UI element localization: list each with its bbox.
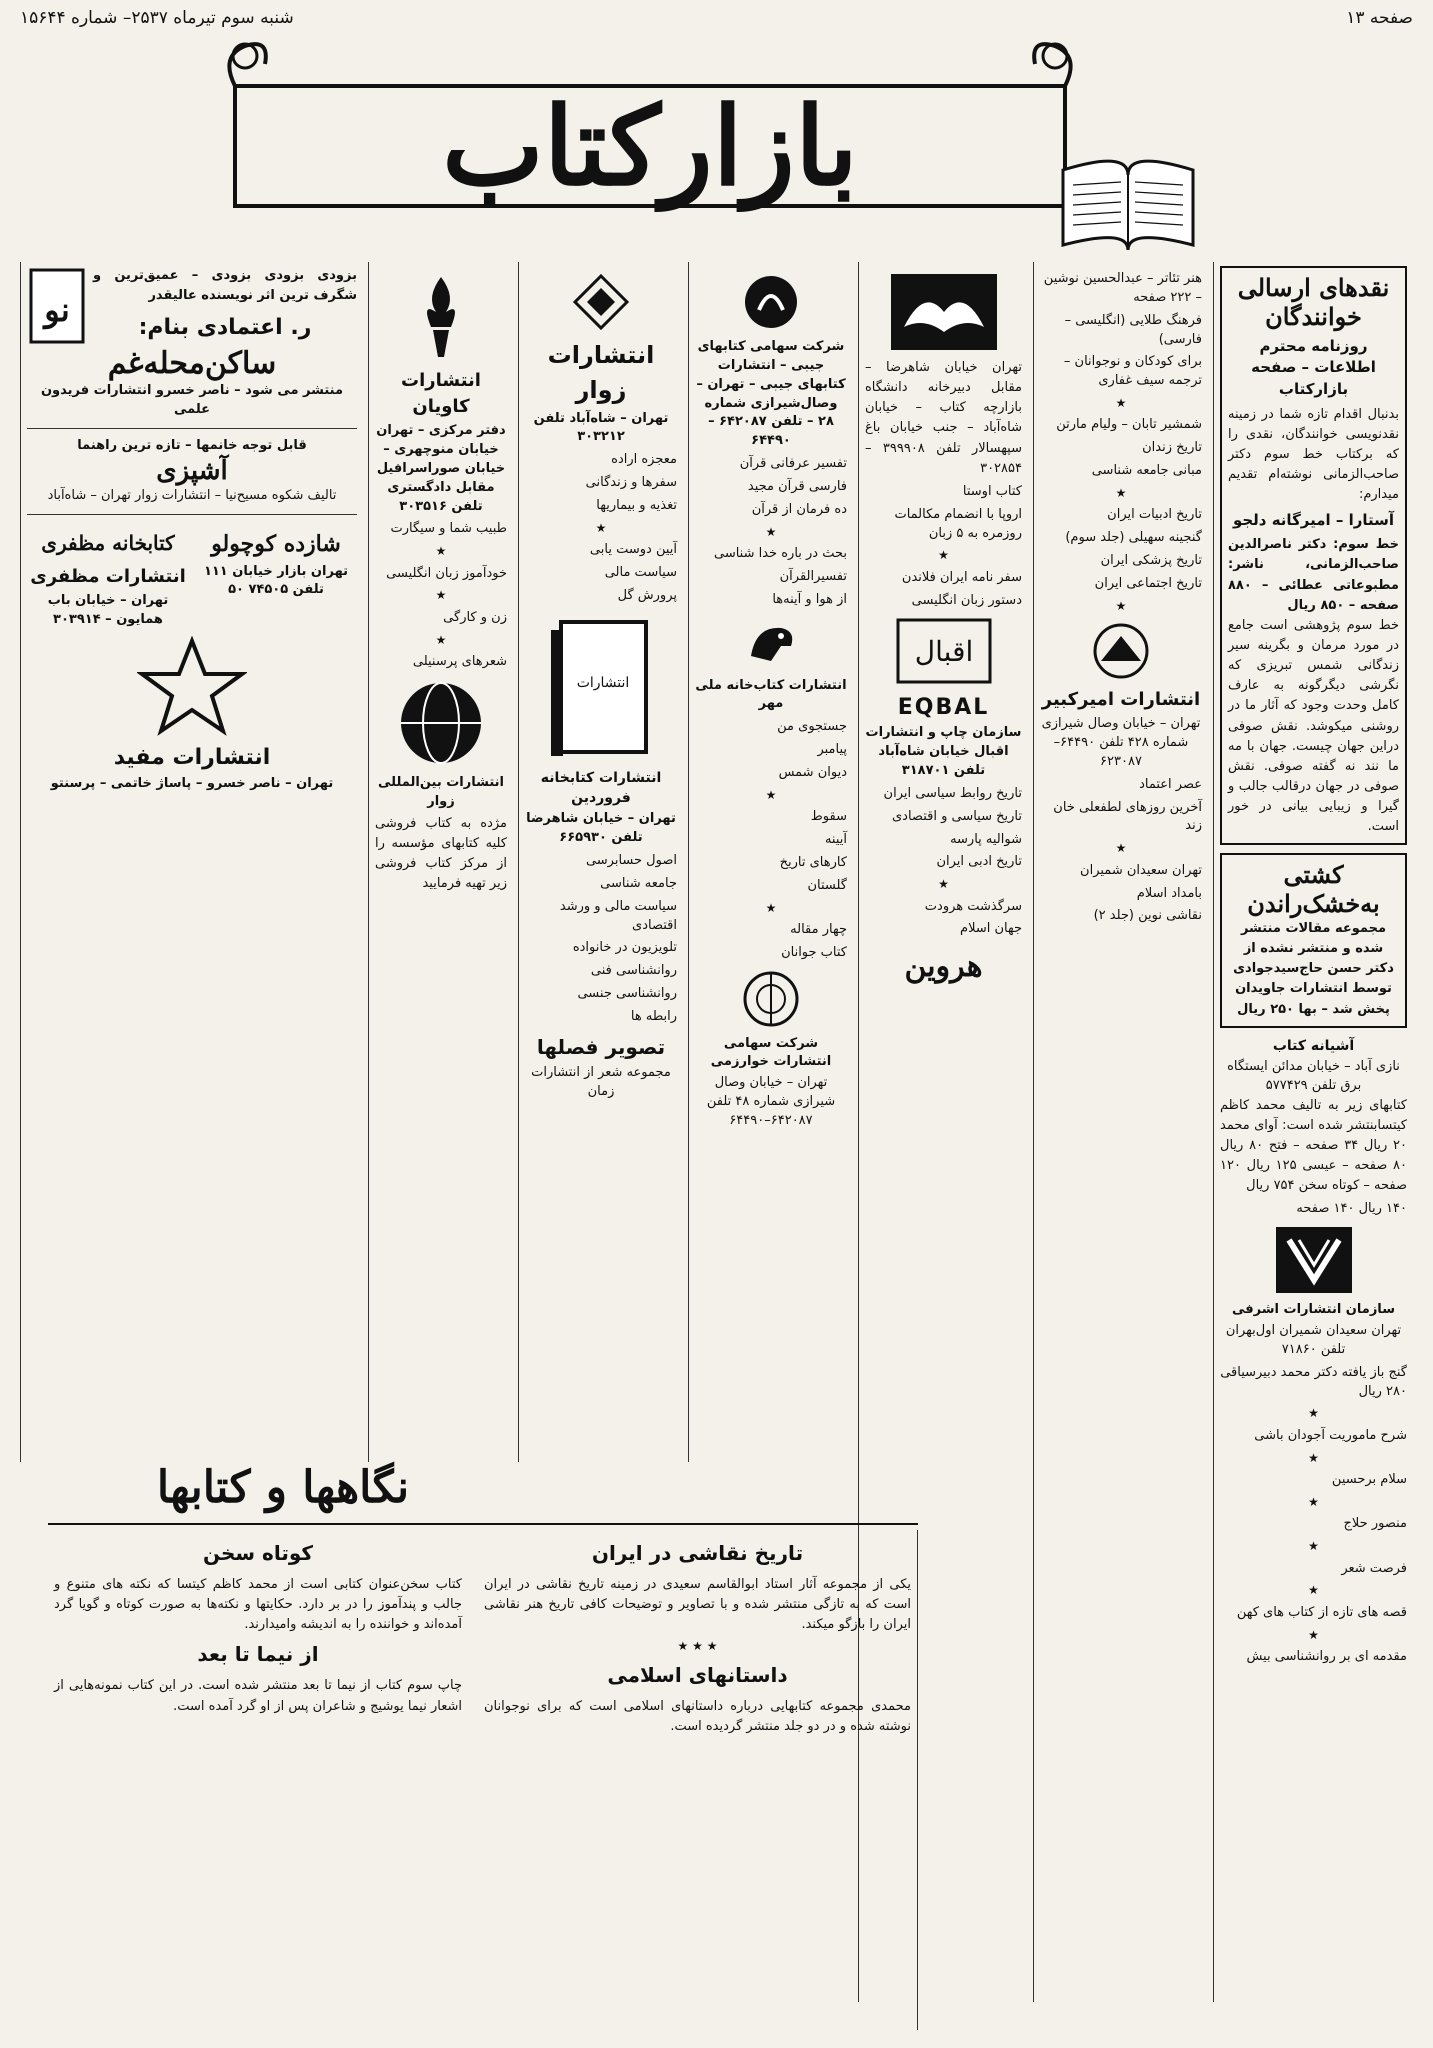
author-name: ر. اعتمادی بنام: bbox=[138, 315, 312, 341]
list-item: تاریخ اجتماعی ایران bbox=[1094, 575, 1202, 591]
star-icon: ★ bbox=[1308, 1627, 1319, 1642]
list-item: بامداد اسلام bbox=[1136, 885, 1202, 901]
star-icon: ★ bbox=[595, 520, 607, 535]
column-jibi bbox=[688, 262, 853, 1462]
list-item: سفر نامه ایران فلاندن bbox=[901, 569, 1022, 585]
list-item: آیین دوست یابی bbox=[589, 542, 677, 558]
keshti-title: کشتی به‌خشک‌راندن bbox=[1247, 860, 1380, 919]
list-item: تاریخ ادبیات ایران bbox=[1107, 507, 1202, 523]
kharazmi-logo-icon bbox=[741, 969, 801, 1029]
star-icon: ★ bbox=[765, 900, 777, 915]
list-item: کارهای تاریخ bbox=[779, 854, 847, 870]
list-item: سیاست مالی و ورشد اقتصادی bbox=[559, 898, 677, 933]
zavvar-address: تهران – شاه‌آباد تلفن ۳۰۳۲۱۲ bbox=[533, 410, 669, 445]
koochoolo-address: تهران بازار خیابان ۱۱۱ تلفن ۷۴۵۰۵ ۵۰ bbox=[203, 563, 349, 598]
mozaffari-address: تهران – خیابان باب همایون – ۳۰۳۹۱۴ bbox=[47, 592, 169, 627]
list-item: طبیب شما و سیگارت bbox=[390, 521, 507, 537]
list-item: از هوا و آینه‌ها bbox=[772, 591, 847, 607]
list-item: چهار مقاله bbox=[790, 921, 847, 937]
star-icon: ★ bbox=[1308, 1494, 1319, 1509]
eqbal-latin: EQBAL bbox=[897, 695, 990, 721]
mozaffari-logo: کتابخانه مظفری bbox=[41, 530, 175, 555]
farvardin-book-icon bbox=[541, 612, 661, 762]
globe-logo-icon bbox=[396, 678, 486, 768]
list-item: ده فرمان از قرآن bbox=[751, 501, 847, 517]
star-icon: ★ bbox=[1308, 1539, 1319, 1554]
dastan-heading: داستانهای اسلامی bbox=[607, 1663, 788, 1688]
list-item: تغذیه و بیماریها bbox=[596, 497, 677, 513]
zavvar-logo-icon bbox=[571, 272, 631, 332]
now-logo-icon bbox=[27, 266, 87, 346]
open-book-icon bbox=[1053, 150, 1203, 260]
zavvar-name: انتشارات زوار bbox=[547, 341, 655, 404]
list-item: سلام برحسین bbox=[1331, 1472, 1407, 1488]
list-item: معجزه اراده bbox=[611, 452, 677, 468]
torch-logo-icon bbox=[411, 272, 471, 362]
reader-reviews-box bbox=[1220, 266, 1407, 845]
list-item: منصور حلاج bbox=[1343, 1516, 1407, 1532]
naghashi-text: یکی از مجموعه آثار استاد ابوالقاسم سعیدی در زمینه تاریخ نقاشی در ایران است که به تازگی منتشر شده و با تصاویر و توضیحات کافی تاریخ هنر نقاشی ایران را بازگو میکند. bbox=[484, 1577, 911, 1633]
list-item: جستجوی من bbox=[777, 719, 847, 735]
list-item: هنر تئاتر – عبدالحسین نوشین – ۲۲۲ صفحه bbox=[1043, 271, 1202, 305]
star-icon: ★ bbox=[1115, 841, 1127, 856]
amirkabir-address: تهران – خیابان وصال شیرازی شماره ۴۲۸ تلفن ۶۴۴۹۰–۶۲۳۰۸۷ bbox=[1041, 716, 1201, 769]
issue-info: شنبه سوم تیرماه ۲۵۳۷– شماره ۱۵۶۴۴ bbox=[20, 8, 294, 28]
review-meta: خط سوم: دکتر ناصرالدین صاحب‌الزمانی، ناشر: مطبوعاتی عطائی – ۸۸۰ صفحه – ۸۵۰ ریال bbox=[1228, 537, 1399, 613]
star-icon: ★ ★ ★ bbox=[677, 1639, 718, 1654]
star-icon: ★ bbox=[435, 588, 447, 603]
star-icon: ★ bbox=[938, 548, 949, 563]
reviews-subtitle: روزنامه محترم اطلاعات – صفحه بازارکتاب bbox=[1251, 336, 1376, 399]
kotah-sokhan-heading: کوتاه سخن bbox=[202, 1541, 314, 1565]
star-icon: ★ bbox=[765, 524, 777, 539]
star-logo-icon bbox=[137, 636, 247, 736]
list-item: فرصت شعر bbox=[1341, 1560, 1407, 1576]
list-item: تلویزیون در خانواده bbox=[572, 940, 677, 956]
list-item: شمشیر تابان – ولیام مارتن bbox=[1056, 417, 1202, 433]
harvin-logo: هروین bbox=[904, 949, 983, 985]
ashpazi-head: قابل توجه خانمها – تازه ترین راهنما bbox=[77, 437, 307, 453]
list-item: دیوان شمس bbox=[778, 764, 847, 780]
list-item: دستور زبان انگلیسی bbox=[911, 592, 1022, 608]
bottom-left-column bbox=[48, 1530, 468, 2030]
list-item: روانشناسی جنسی bbox=[577, 986, 677, 1002]
mozaffari-name: انتشارات مظفری bbox=[30, 565, 186, 587]
page-number: صفحه ۱۳ bbox=[1346, 8, 1413, 28]
list-item: تاریخ پزشکی ایران bbox=[1100, 553, 1202, 569]
nima-heading: از نیما تا بعد bbox=[197, 1642, 319, 1667]
shargh-address: تهران سعیدان شمیران اول‌بهران تلفن ۷۱۸۶۰ bbox=[1225, 1323, 1402, 1357]
list-item: مقدمه ای بر روانشناسی بیش bbox=[1246, 1649, 1407, 1665]
list-item: خودآموز زبان انگلیسی bbox=[386, 565, 507, 581]
keshti-text: مجموعه مقالات منتشر شده و منتشر نشده از دکتر حسن حاج‌سیدجوادی توسط انتشارات جاویدان پخش شد – بها ۲۵۰ ریال bbox=[1233, 921, 1394, 1017]
list-item: کتاب جوانان bbox=[781, 944, 847, 960]
list-item: تفسیرالقرآن bbox=[779, 568, 847, 584]
eqbal-logo-icon bbox=[894, 616, 994, 686]
now-text: بزودی بزودی بزودی – عمیق‌ترین و شگرف ترین اثر نویسنده عالیقدر bbox=[93, 268, 357, 304]
ashiyaneh-address: نازی آباد – خیابان مدائن ایستگاه برق تلفن ۵۷۷۴۲۹ bbox=[1227, 1059, 1400, 1093]
list-item: شعرهای پرسنیلی bbox=[412, 654, 507, 670]
list-item: روانشناسی فنی bbox=[590, 963, 677, 979]
mofid-name: انتشارات مفید bbox=[113, 744, 271, 770]
list-item: سقوط bbox=[810, 809, 847, 825]
list-item: شوالیه پارسه bbox=[950, 831, 1022, 847]
list-item: تاریخ سیاسی و اقتصادی bbox=[892, 808, 1022, 824]
keshti-box bbox=[1220, 853, 1407, 1027]
list-item: قصه های تازه از کتاب های کهن bbox=[1236, 1604, 1407, 1620]
list-item: فرهنگ طلایی (انگلیسی – فارسی) bbox=[1064, 312, 1202, 347]
list-item: جامعه شناسی bbox=[600, 875, 677, 891]
star-icon: ★ bbox=[1308, 1583, 1319, 1598]
kaviyan-name: انتشارات کاویان bbox=[401, 370, 481, 418]
list-item: جهان اسلام bbox=[960, 921, 1022, 937]
eqbal-address: سازمان چاپ و انتشارات اقبال خیابان شاه‌آباد تلفن ۳۱۸۷۰۱ bbox=[865, 725, 1022, 779]
star-icon: ★ bbox=[435, 632, 447, 647]
ashiyaneh-name: آشیانه کتاب bbox=[1272, 1037, 1355, 1054]
book-title: ساکن‌محله‌غم bbox=[107, 346, 277, 382]
review-author: آستارا – امیرگانه دلجو bbox=[1232, 510, 1395, 529]
jibi-address: شرکت سهامی کتابهای جیبی – انتشارات کتابهای جیبی – تهران – وصال‌شیرازی شماره ۲۸ – تلفن ۶۴۲۰۸۷ – ۶۴۴۹۰ bbox=[696, 339, 846, 449]
ashpazi-title: آشپزی bbox=[156, 455, 228, 486]
list-item: فارسی قرآن مجید bbox=[747, 478, 847, 494]
star-icon: ★ bbox=[938, 877, 949, 892]
star-icon: ★ bbox=[1308, 1450, 1319, 1465]
list-item: سرگذشت هرودت bbox=[924, 898, 1022, 914]
mehr-logo: انتشارات کتاب‌خانه ملی مهر bbox=[695, 677, 847, 712]
star-icon: ★ bbox=[1308, 1406, 1319, 1421]
list-item: مبانی جامعه شناسی bbox=[1091, 463, 1202, 479]
shargh-list bbox=[1220, 1364, 1407, 1667]
naghashi-heading: تاریخ نقاشی در ایران bbox=[591, 1541, 804, 1565]
svg-text:انتشارات: انتشارات bbox=[576, 674, 630, 691]
page-header bbox=[20, 6, 1413, 30]
reviews-intro: بدنبال اقدام تازه شما در زمینه نقدنویسی خوانندگان، نقدی را که برکتاب خط سوم دکتر صاحب‌الزمانی نوشته‌ام تقدیم میدارم: bbox=[1228, 406, 1399, 503]
star-icon: ★ bbox=[765, 787, 777, 802]
list-item: گلستان bbox=[807, 877, 847, 893]
svg-text:نو: نو bbox=[44, 291, 70, 329]
star-icon: ★ bbox=[1115, 598, 1127, 613]
list-item: تاریخ زندان bbox=[1142, 440, 1202, 456]
ashiyaneh-text: کتابهای زیر به تالیف محمد کاظم کیتسابنتشر شده است: آوای محمد ۲۰ ریال ۳۴ صفحه – فتح ۸۰ ریال ۸۰ صفحه – عیسی ۱۲۵ ریال ۱۲۰ صفحه – کوتاه سخن ۷۵۴ ریال bbox=[1220, 1097, 1407, 1194]
list-item: تفسیر عرفانی قرآن bbox=[739, 456, 847, 472]
list-item: عصر اعتماد bbox=[1139, 776, 1202, 792]
list-item: پیامبر bbox=[817, 742, 847, 758]
book-publisher: منتشر می شود – ناصر خسرو انتشارات فریدون علمی bbox=[40, 383, 344, 418]
list-item: اروپا با انضمام مکالمات روزمره به ۵ زبان bbox=[894, 506, 1022, 541]
section-banner: نگاهها و کتابها bbox=[156, 1462, 410, 1513]
column-reviews bbox=[1213, 262, 1413, 2002]
list-item: بحث در باره خدا شناسی bbox=[713, 545, 847, 561]
list-item: برای کودکان و نوجوانان – ترجمه سیف غفاری bbox=[1063, 354, 1202, 389]
masthead-title bbox=[215, 36, 1085, 226]
masthead-text: بازارکتاب bbox=[442, 84, 858, 210]
shargh-logo-icon bbox=[1274, 1225, 1354, 1295]
farvardin-name: انتشارات کتابخانه فروردین bbox=[540, 769, 662, 807]
list-item: تاریخ روابط سیاسی ایران bbox=[883, 785, 1022, 801]
publisher-address: تهران خیابان شاهرضا – مقابل دبیرخانه دانشگاه بازارچه کتاب – خیابان شاه‌آباد – جنب خیابان باغ سپهسالار تلفن ۳۹۹۹۰۸ – ۳۰۲۸۵۴ bbox=[865, 360, 1023, 476]
kotah-sokhan-text: کتاب سخن‌عنوان کتابی است از محمد کاظم کیتسا که نکته های متنوع و جالب و پندآموز را در بر دارد. حکایتها و نکته‌ها به صورت کوتاه و گویا گرد آمده‌اند و خواننده را به اندیشه وامیدارند. bbox=[54, 1577, 462, 1633]
nima-text: چاپ سوم کتاب از نیما تا بعد منتشر شده است. در این کتاب نمونه‌هایی از اشعار نیما یوشیج و شاعران پس از او گرد آمده است. bbox=[54, 1678, 462, 1714]
column-kaviyan bbox=[368, 262, 513, 1462]
ashpazi-publisher: تالیف شکوه مسیح‌نیا – انتشارات زوار تهران – شاه‌آباد bbox=[47, 487, 337, 503]
bottom-right-column bbox=[478, 1530, 918, 2030]
svg-text:اقبال: اقبال bbox=[914, 635, 973, 669]
kharazmi-address: تهران – خیابان وصال شیرازی شماره ۴۸ تلفن ۶۴۲۰۸۷–۶۴۴۹۰ bbox=[706, 1075, 836, 1128]
kharazmi-name: شرکت سهامی انتشارات خوارزمی bbox=[710, 1035, 832, 1070]
list-item: پرورش گل bbox=[617, 587, 677, 603]
list-item: تهران سعیدان شمیران bbox=[1080, 862, 1202, 878]
dastan-text: محمدی مجموعه کتابهایی درباره داستانهای اسلامی است که برای نوجوانان نوشته شده و در دو جلد منتشر گردیده است. bbox=[484, 1699, 911, 1735]
bird-logo-icon bbox=[741, 616, 801, 671]
kaviyan-address: دفتر مرکزی – تهران خیابان منوچهری – خیابان صوراسرافیل مقابل دادگستری تلفن ۳۰۳۵۱۶ bbox=[376, 423, 506, 514]
mofid-address: تهران – ناصر خسرو – پاساژ خاتمی – پرسنتو bbox=[50, 776, 334, 792]
list-item: شرح ماموریت آجودان باشی bbox=[1254, 1427, 1407, 1443]
shargh-name: سازمان انتشارات اشرفی bbox=[1232, 1302, 1395, 1318]
list-item: آخرین روزهای لطفعلی خان زند bbox=[1053, 799, 1202, 834]
column-left bbox=[20, 262, 363, 1462]
zavvar-intl-name: انتشارات بین‌المللی زوار bbox=[378, 774, 504, 809]
list-item: سفرها و زندگانی bbox=[585, 475, 677, 491]
tasvir-title: تصویر فصلها bbox=[536, 1034, 666, 1059]
farvardin-address: تهران – خیابان شاهرضا تلفن ۶۶۵۹۳۰ bbox=[526, 811, 676, 846]
tasvir-text: مجموعه شعر از انتشارات زمان bbox=[531, 1064, 671, 1099]
list-item: آیینه bbox=[824, 831, 847, 847]
zavvar-intl-text: مژده به کتاب فروشی کلیه کتابهای مؤسسه را از مرکز کتاب فروشی زیر تهیه فرمایید bbox=[375, 815, 507, 892]
list-item: سیاست مالی bbox=[604, 565, 677, 581]
list-item: گنج باز یافته دکتر محمد دبیرسیاقی ۲۸۰ ریال bbox=[1220, 1364, 1407, 1399]
star-icon: ★ bbox=[435, 544, 447, 559]
list-item: گنجینه سهیلی (جلد سوم) bbox=[1065, 530, 1202, 546]
list-item: رابطه ها bbox=[630, 1008, 677, 1024]
column-amirkabir bbox=[1033, 262, 1208, 2002]
eagle-logo-icon bbox=[889, 272, 999, 352]
star-icon: ★ bbox=[1115, 485, 1127, 500]
amirkabir-name: انتشارات امیرکبیر bbox=[1041, 689, 1201, 711]
list-item: زن و کارگی bbox=[443, 609, 507, 625]
review-body: خط سوم پژوهشی است جامع در مورد مرمان و بگرینه سیر زندگانی شمس تبریزی که نگرشی دیگرگونه به عارف کامل وحدت وجود که آثار ما در روشنی میکوشد. نقش صوفی دراین جهان چیست. جهان با مه ما نند نه گفته صوفی. نقش صوفی در جهان درقالب جالب و گیرا و زیبایی بیانی در خور است. bbox=[1228, 617, 1399, 835]
list-item: تاریخ ادبی ایران bbox=[936, 854, 1022, 870]
list-item: اصول حسابرسی bbox=[585, 853, 677, 869]
amirkabir-logo-icon bbox=[1076, 621, 1166, 681]
reviews-title: نقدهای ارسالی خوانندگان bbox=[1237, 273, 1390, 331]
list-item: کتاب اوستا bbox=[962, 483, 1022, 499]
column-zavvar bbox=[518, 262, 683, 1462]
koochoolo-title: شازده کوچولو bbox=[211, 530, 341, 557]
list-item: نقاشی نوین (جلد ۲) bbox=[1093, 908, 1202, 924]
star-icon: ★ bbox=[1115, 396, 1127, 411]
ashiyaneh-price: ۱۴۰ ریال ۱۴۰ صفحه bbox=[1296, 1201, 1407, 1217]
jibi-logo-icon bbox=[741, 272, 801, 332]
